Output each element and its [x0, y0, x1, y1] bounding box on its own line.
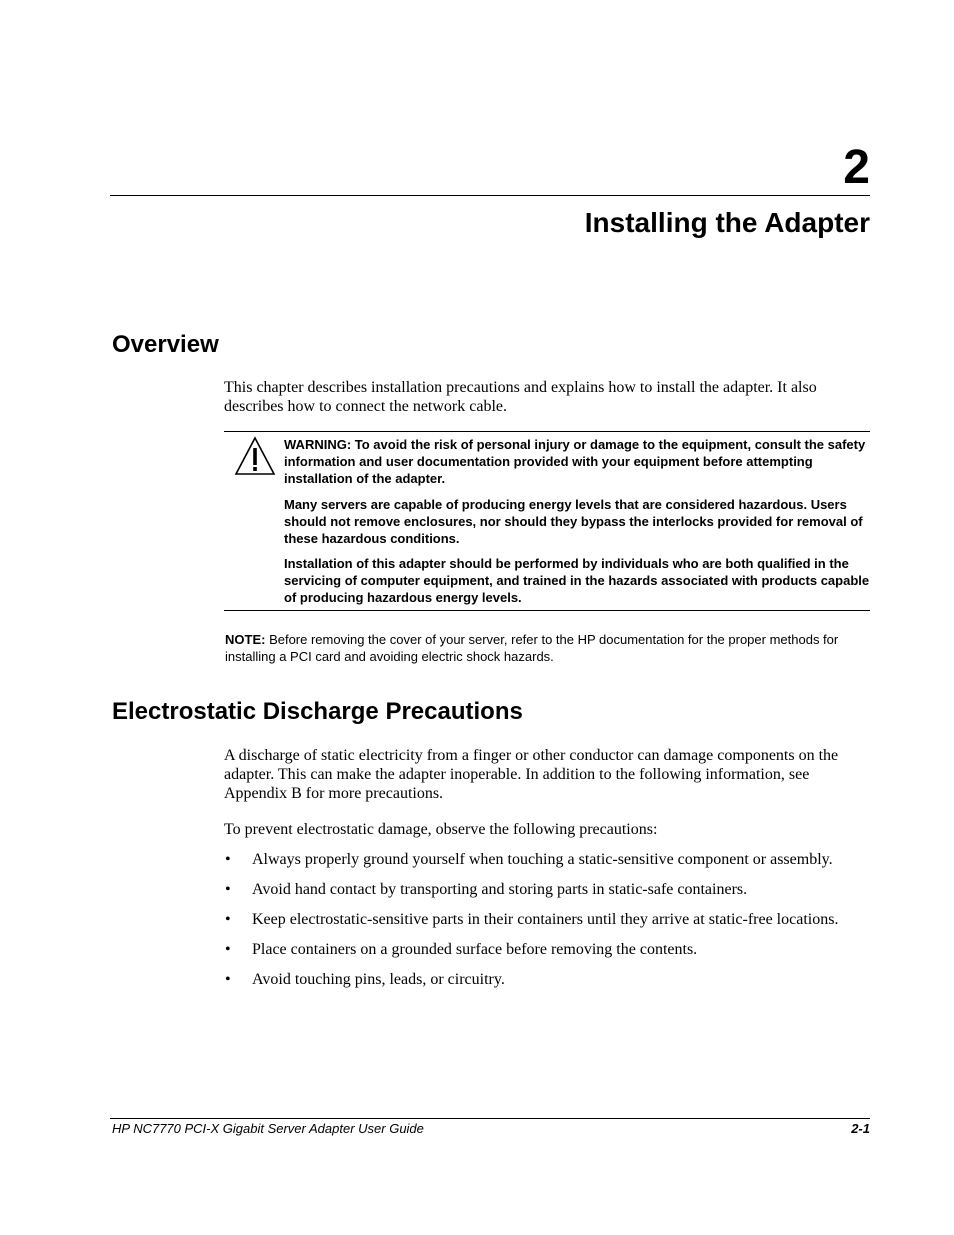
warning-top-rule — [224, 431, 870, 432]
note — [225, 631, 870, 665]
bullet-icon: • — [225, 941, 231, 958]
esd-intro: A discharge of static electricity from a finger or other conductor can damage components on the adapter. This can make the adapter inoperable. In addition to the following information, see Appendix B for more precautions. — [224, 747, 839, 802]
warning-paragraph-3: Installation of this adapter should be performed by individuals who are both qualified in the servicing of computer equipment, and trained in the hazards associated with products capable of producing hazardous energy levels. — [284, 556, 870, 605]
list-item — [224, 850, 870, 869]
note-label: NOTE: — [225, 632, 266, 647]
bullet-icon: • — [225, 971, 231, 988]
list-item-text: Place containers on a grounded surface before removing the contents. — [252, 941, 698, 958]
list-item-text: Always properly ground yourself when touching a static-sensitive component or assembly. — [252, 851, 833, 868]
chapter-title: Installing the Adapter — [584, 207, 870, 238]
footer-guide-title: HP NC7770 PCI-X Gigabit Server Adapter User Guide — [112, 1121, 424, 1136]
chapter-number: 2 — [843, 141, 870, 194]
esd-heading: Electrostatic Discharge Precautions — [112, 698, 523, 725]
footer-page-number: 2-1 — [851, 1121, 870, 1136]
list-item — [224, 940, 870, 959]
esd-lead: To prevent electrostatic damage, observe the following precautions: — [224, 821, 658, 838]
overview-intro: This chapter describes installation precautions and explains how to install the adapter. It also describes how to connect the network cable. — [224, 379, 817, 415]
note-text: Before removing the cover of your server, refer to the HP documentation for the proper methods for installing a PCI card and avoiding electric shock hazards. — [225, 632, 839, 664]
footer-rule — [110, 1118, 870, 1119]
bullet-icon: • — [225, 881, 231, 898]
list-item — [224, 970, 870, 989]
bullet-icon: • — [225, 911, 231, 928]
list-item-text: Avoid touching pins, leads, or circuitry. — [252, 971, 505, 988]
list-item — [224, 880, 870, 899]
bullet-icon: • — [225, 851, 231, 868]
warning-paragraph-2: Many servers are capable of producing energy levels that are considered hazardous. Users should not remove enclosures, nor should they bypass the interlocks provided for removal of these hazardous conditions. — [284, 497, 863, 546]
list-item-text: Keep electrostatic-sensitive parts in their containers until they arrive at static-free locations. — [252, 911, 839, 928]
precautions-list — [224, 850, 870, 1000]
warning-paragraph-1: WARNING: To avoid the risk of personal injury or damage to the equipment, consult the safety information and user documentation provided with your equipment before attempting installation of the adapter. — [284, 437, 866, 486]
overview-heading: Overview — [112, 331, 219, 358]
chapter-rule — [110, 195, 870, 196]
warning-triangle-icon — [234, 436, 276, 476]
list-item — [224, 910, 870, 929]
list-item-text: Avoid hand contact by transporting and storing parts in static-safe containers. — [252, 881, 748, 898]
warning-bottom-rule — [224, 610, 870, 611]
